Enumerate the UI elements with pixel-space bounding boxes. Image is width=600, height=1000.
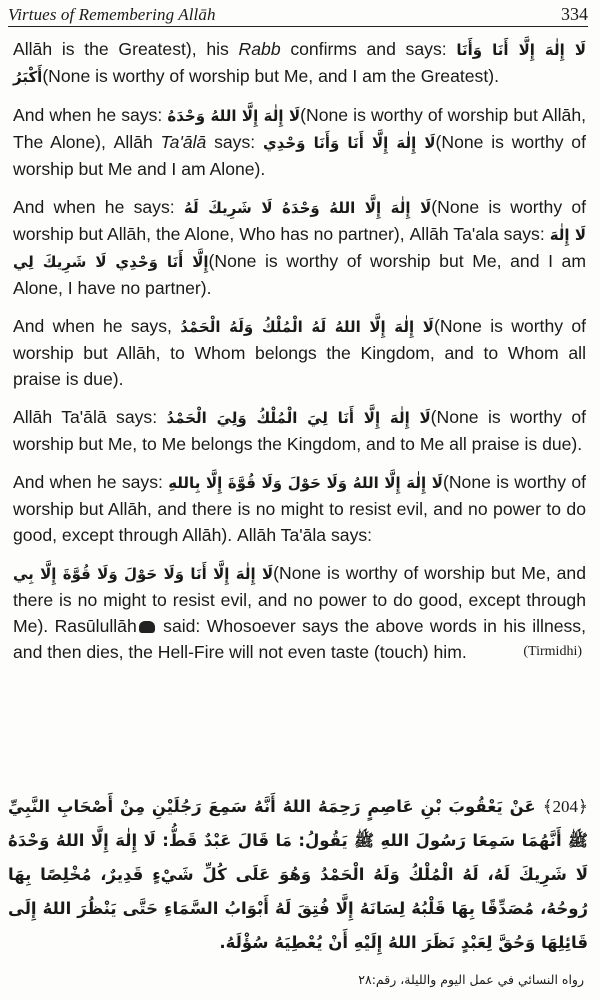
text: (None is worthy of worship but Allāh, to Whom belongs the Kingdom, and to Whom all praise is due). <box>13 316 586 389</box>
arabic-phrase: لَا إِلٰهَ إِلَّا أَنَا وَحْدِي لَا شَرِيكَ لِي <box>13 226 587 271</box>
arabic-phrase: لَا إِلٰهَ إِلَّا اللهُ وَلَا حَوْلَ وَلَا قُوَّةَ إِلَّا بِاللهِ <box>168 474 443 492</box>
rabb-term: Rabb <box>238 39 281 59</box>
text: said: Whosoever says the above words in his illness, and then dies, the Hell-Fire will not even taste (touch) him. <box>13 616 586 662</box>
hadith-number: ﴾204﴿ <box>542 797 588 816</box>
text: confirms and says: <box>280 39 457 59</box>
paragraph-6 <box>13 469 586 548</box>
hadith-number-value: 204 <box>552 797 579 816</box>
text: says: <box>206 132 263 152</box>
arabic-hadith <box>8 790 588 960</box>
arabic-phrase: لَا إِلٰهَ إِلَّا اللهُ وَحْدَهُ لَا شَرِيكَ لَهُ <box>183 199 432 217</box>
paragraph-3 <box>13 194 586 301</box>
text: Allāh is the Greatest), his <box>13 39 239 59</box>
arabic-phrase: لَا إِلٰهَ إِلَّا أَنَا وَلَا حَوْلَ وَلَا قُوَّةَ إِلَّا بِي <box>13 565 274 583</box>
text: And when he says: <box>13 105 168 125</box>
taala-term: Ta'ālā <box>160 132 207 152</box>
hadith-text: عَنْ يَعْقُوبَ بْنِ عَاصِمٍ رَحِمَهُ اللهُ أَنَّهُ سَمِعَ رَجُلَيْنِ مِنْ أَصْحَابِ النَّبِيِّ ﷺ أَنَّهُمَا سَمِعَا رَسُولَ اللهِ ﷺ يَقُولُ: مَا قَالَ عَبْدٌ قَطُّ: لَا إِلٰهَ إِلَّا اللهُ وَحْدَهُ لَا شَرِيكَ لَهُ، لَهُ الْمُلْكُ وَلَهُ الْحَمْدُ وَهُوَ عَلَى كُلِّ شَيْءٍ قَدِيرٌ، مُخْلِصًا بِهَا رُوحُهُ، مُصَدِّقًا بِهَا قَلْبُهُ لِسَانَهُ إِلَّا فُتِقَ لَهُ أَبْوَابُ السَّمَاءِ حَتَّى يَنْظُرَ اللهُ إِلَى قَائِلِهَا وَحُقَّ لِعَبْدٍ نَظَرَ اللهُ إِلَيْهِ أَنْ يُعْطِيَهُ سُؤْلَهُ. <box>8 797 588 952</box>
reference-citation: (Tirmidhi) <box>523 644 582 659</box>
text: Allāh Ta'ālā says: <box>13 407 167 427</box>
arabic-phrase: لَا إِلٰهَ إِلَّا أَنَا وَأَنَا وَحْدِي <box>262 134 436 152</box>
body-text <box>13 36 586 677</box>
text: (None is worthy of worship but Me, and I am Alone, I have no partner). <box>13 251 586 298</box>
text: (None is worthy of worship but Me and I am Alone). <box>13 132 586 179</box>
arabic-phrase: لَا إِلٰهَ إِلَّا أَنَا لِيَ الْمُلْكُ وَلِيَ الْحَمْدُ <box>166 409 431 427</box>
text: (None is worthy of worship but Allāh, the Alone, Who has no partner), Allāh Ta'ala says: <box>13 197 586 244</box>
paragraph-2 <box>13 102 586 182</box>
text: (None is worthy of worship but Allāh, The Alone), Allāh <box>13 105 586 152</box>
text: And when he says: <box>13 197 184 217</box>
paragraph-7 <box>13 560 586 665</box>
salutation-icon <box>139 621 155 633</box>
arabic-phrase: لَا إِلٰهَ إِلَّا اللهُ وَحْدَهُ <box>167 107 301 125</box>
paragraph-5 <box>13 404 586 457</box>
arabic-phrase: لَا إِلٰهَ إِلَّا اللهُ لَهُ الْمُلْكُ وَلَهُ الْحَمْدُ <box>180 318 434 336</box>
text: (None is worthy of worship but Allāh, and there is no might to resist evil, and no power to do good, except through Allāh). Allāh Ta'āla says: <box>13 472 586 545</box>
text: And when he says, <box>13 316 181 336</box>
paragraph-4 <box>13 313 586 392</box>
text: (None is worthy of worship but Me, and I am the Greatest). <box>42 66 499 86</box>
arabic-phrase: لَا إِلٰهَ إِلَّا أَنَا وَأَنَا أَكْبَرُ <box>13 41 586 86</box>
hadith-source: رواه النسائي في عمل اليوم والليلة، رقم:٢٨ <box>358 972 584 987</box>
text: (None is worthy of worship but Me, to Me belongs the Kingdom, and to Me all praise is due). <box>13 407 587 454</box>
text: And when he says: <box>13 472 169 492</box>
running-header <box>8 2 588 27</box>
running-title: Virtues of Remembering Allāh <box>8 5 216 24</box>
page-number: 334 <box>561 4 588 24</box>
paragraph-1 <box>13 36 586 90</box>
text: (None is worthy of worship but Me, and there is no might to resist evil, and no power to do good, except through Me). Rasūlullāh <box>13 563 586 636</box>
